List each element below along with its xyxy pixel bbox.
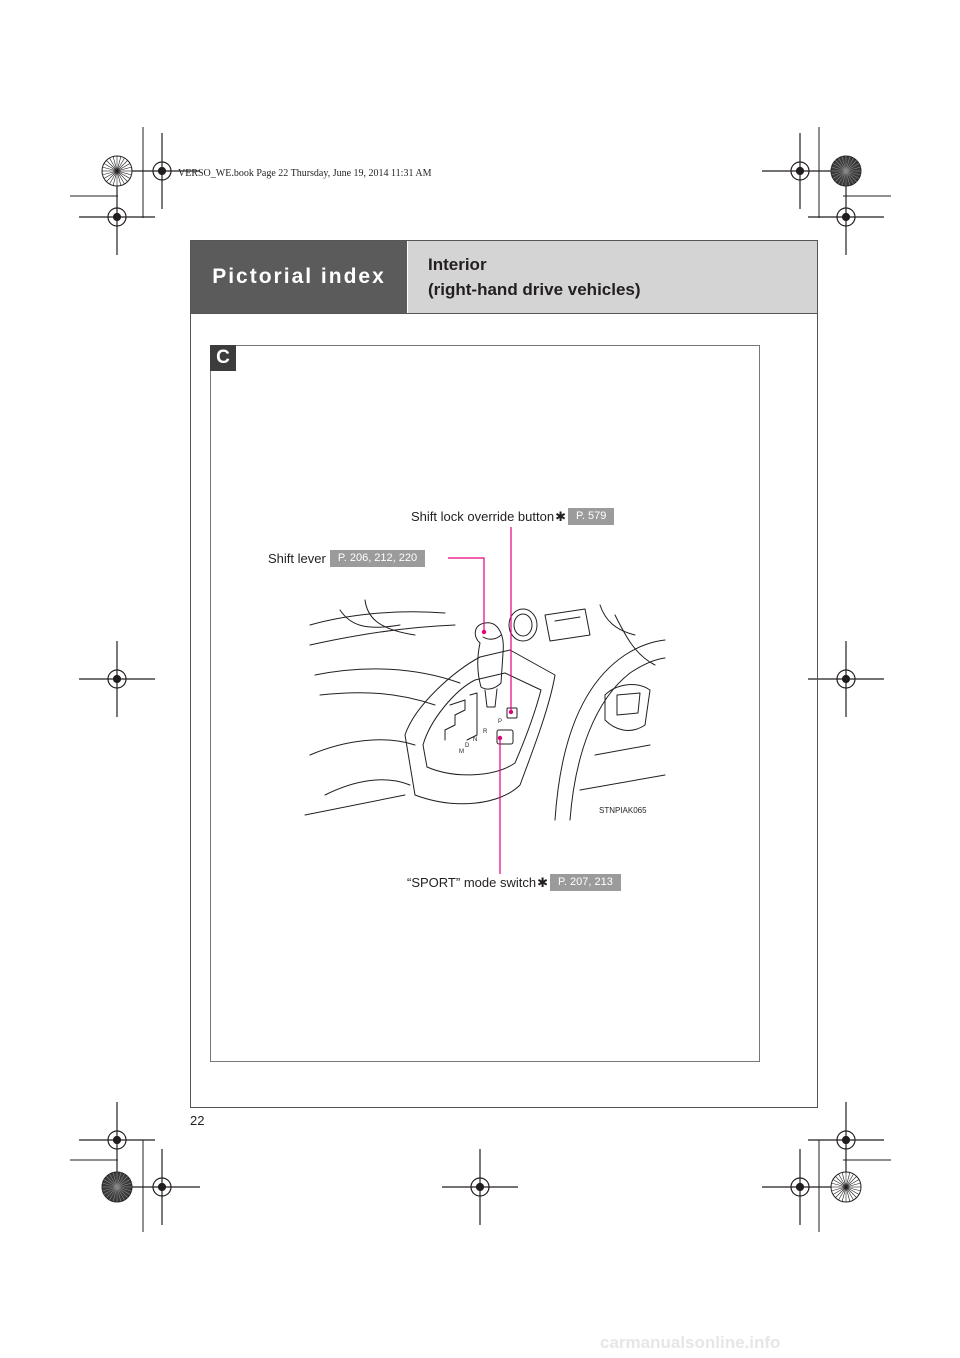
image-code: STNPIAK065 xyxy=(599,806,647,815)
gear-letter: N xyxy=(473,737,478,743)
shift-lever-label: Shift lever xyxy=(268,551,326,566)
sport-mode-label: “SPORT” mode switch xyxy=(407,875,537,890)
shift-lock-page-ref[interactable]: P. 579 xyxy=(568,508,614,525)
print-metadata: VERSO_WE.book Page 22 Thursday, June 19, 2014 11:31 AM xyxy=(178,168,432,179)
page-title-line1: Interior xyxy=(428,255,487,274)
footnote-marker: ✱ xyxy=(537,874,548,890)
watermark: carmanualsonline.info xyxy=(600,1333,781,1352)
section-title: Pictorial index xyxy=(212,265,386,288)
gear-letter: R xyxy=(483,729,488,735)
gear-letter: D xyxy=(465,743,470,749)
footnote-marker: ✱ xyxy=(555,508,566,524)
page-title-line2: (right-hand drive vehicles) xyxy=(428,280,641,299)
gear-letter: M xyxy=(459,749,464,755)
section-badge: C xyxy=(210,345,236,371)
shift-lever-page-ref[interactable]: P. 206, 212, 220 xyxy=(330,550,425,567)
gear-letter: P xyxy=(498,719,503,725)
sport-mode-page-ref[interactable]: P. 207, 213 xyxy=(550,874,621,891)
page-number: 22 xyxy=(190,1113,205,1128)
shift-lock-label: Shift lock override button xyxy=(411,509,555,524)
